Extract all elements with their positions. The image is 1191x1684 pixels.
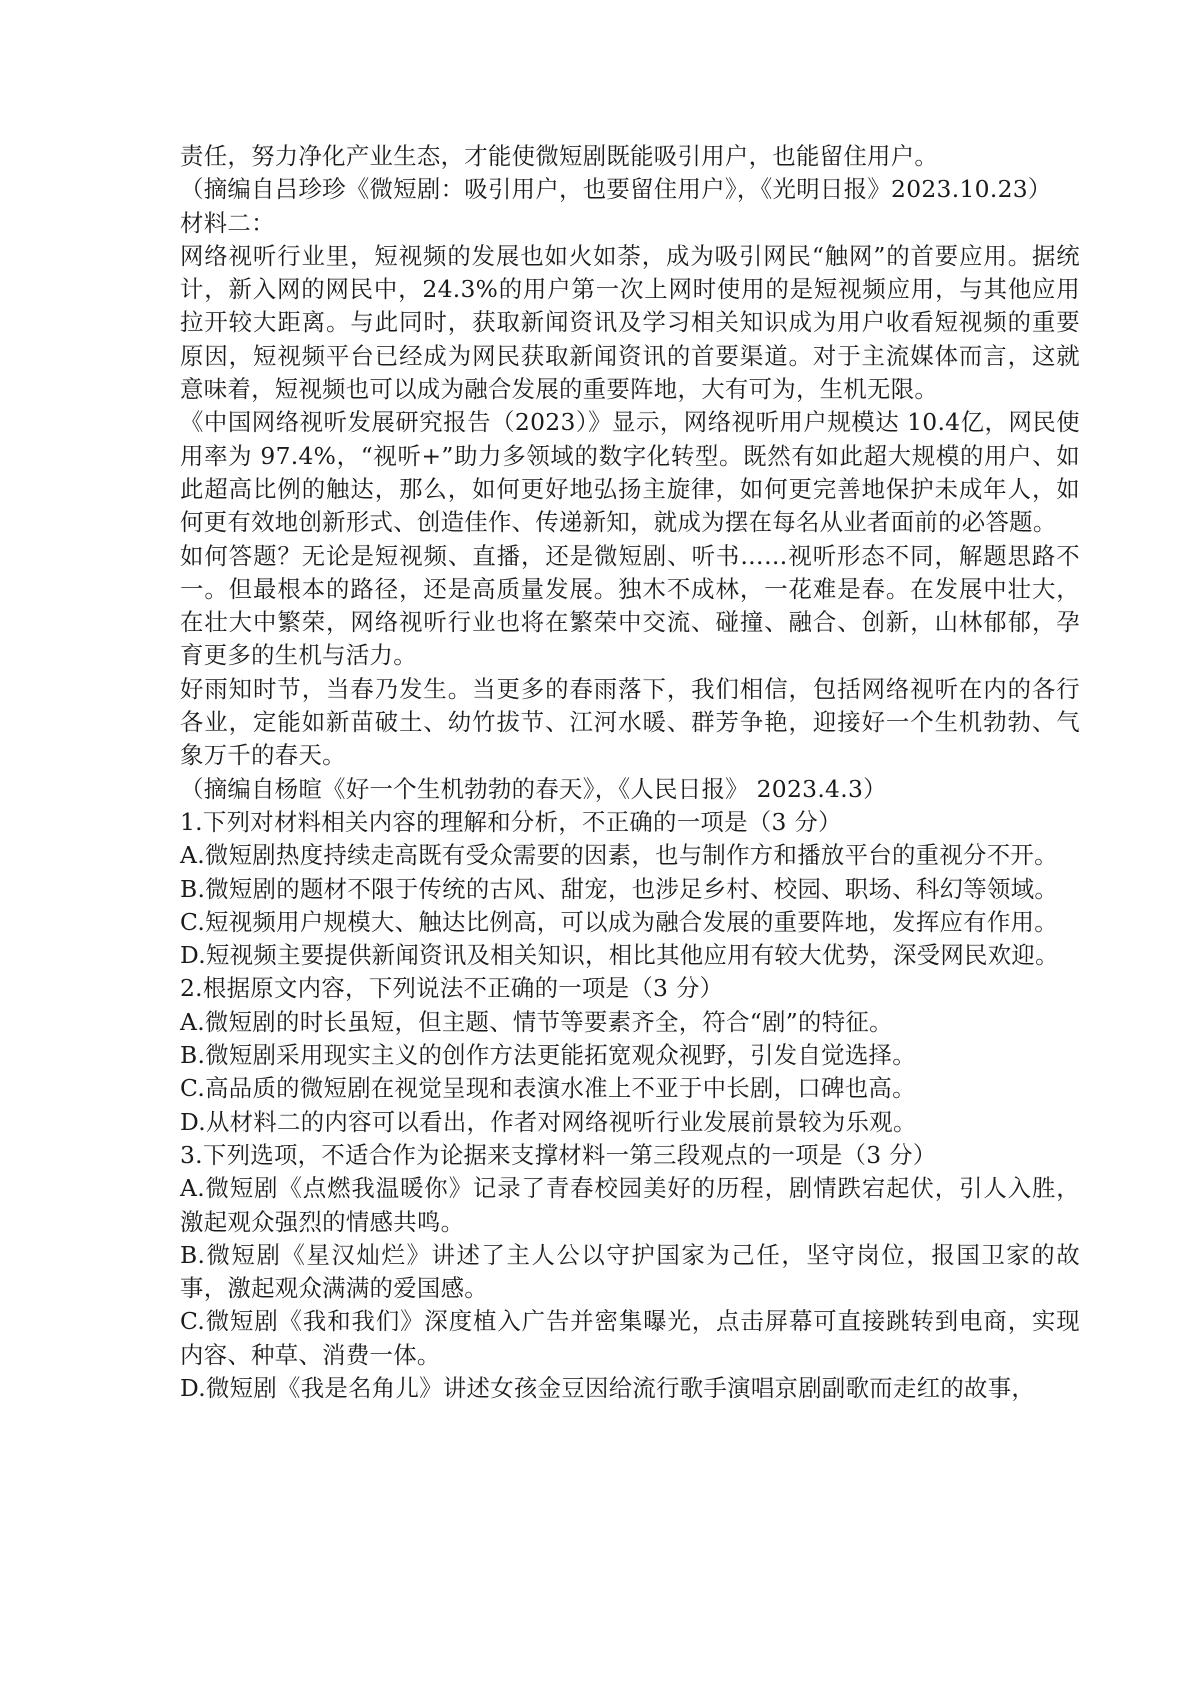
question-3-option-c: C.微短剧《我和我们》深度植入广告并密集曝光，点击屏幕可直接跳转到电商，实现内容、种草、消费一体。 bbox=[180, 1307, 1080, 1369]
question-3-option-d: D.微短剧《我是名角儿》讲述女孩金豆因给流行歌手演唱京剧副歌而走红的故事， bbox=[180, 1373, 1036, 1402]
paragraph-how-to-answer: 如何答题？无论是短视频、直播，还是微短剧、听书……视听形态不同，解题思路不一。但最根本的路径，还是高质量发展。独木不成林，一花难是春。在发展中壮大，在壮大中繁荣，网络视听行业也将在繁荣中交流、碰撞、融合、创新，山林郁郁，孕育更多的生机与活力。 bbox=[180, 541, 1080, 670]
question-3-option-a: A.微短剧《点燃我温暖你》记录了青春校园美好的历程，剧情跌宕起伏，引人入胜，激起观众强烈的情感共鸣。 bbox=[180, 1174, 1080, 1236]
question-1-option-c: C.短视频用户规模大、触达比例高，可以成为融合发展的重要阵地，发挥应有作用。 bbox=[180, 907, 1058, 936]
question-3: 3.下列选项，不适合作为论据来支撑材料一第三段观点的一项是（3 分） bbox=[180, 1140, 937, 1169]
question-1-option-d: D.短视频主要提供新闻资讯及相关知识，相比其他应用有较大优势，深受网民欢迎。 bbox=[180, 941, 1059, 970]
document-page bbox=[180, 140, 1080, 1405]
question-2: 2.根据原文内容，下列说法不正确的一项是（3 分） bbox=[180, 974, 724, 1003]
paragraph-spring-rain: 好雨知时节，当春乃发生。当更多的春雨落下，我们相信，包括网络视听在内的各行各业，定能如新苗破土、幼竹拔节、江河水暖、群芳争艳，迎接好一个生机勃勃、气象万千的春天。 bbox=[180, 674, 1080, 770]
question-2-option-d: D.从材料二的内容可以看出，作者对网络视听行业发展前景较为乐观。 bbox=[180, 1107, 917, 1136]
question-1-option-a: A.微短剧热度持续走高既有受众需要的因素，也与制作方和播放平台的重视分不开。 bbox=[180, 841, 1058, 870]
source-citation-one: （摘编自吕珍珍《微短剧：吸引用户，也要留住用户》，《光明日报》2023.10.23） bbox=[180, 175, 1052, 204]
question-1: 1.下列对材料相关内容的理解和分析，不正确的一项是（3 分） bbox=[180, 807, 842, 836]
section-heading-material-two: 材料二： bbox=[180, 208, 275, 237]
question-1-option-b: B.微短剧的题材不限于传统的古风、甜宠，也涉足乡村、校园、职场、科幻等领域。 bbox=[180, 874, 1059, 903]
paragraph-end-material-one: 责任，努力净化产业生态，才能使微短剧既能吸引用户，也能留住用户。 bbox=[180, 142, 939, 170]
source-citation-two: （摘编自杨暄《好一个生机勃勃的春天》，《人民日报》 2023.4.3） bbox=[180, 774, 887, 803]
question-2-option-a: A.微短剧的时长虽短，但主题、情节等要素齐全，符合“剧”的特征。 bbox=[180, 1007, 893, 1036]
paragraph-report: 《中国网络视听发展研究报告（2023）》显示，网络视听用户规模达 10.4亿，网民使用率为 97.4%，“视听+”助力多领域的数字化转型。既然有如此超大规模的用户、如此超高比例的触达，那么，如何更好地弘扬主旋律，如何更完善地保护未成年人，如何更有效地创新形式、创造佳作、传递新知，就成为摆在每名从业者面前的必答题。 bbox=[180, 408, 1080, 537]
question-2-option-c: C.高品质的微短剧在视觉呈现和表演水准上不亚于中长剧，口碑也高。 bbox=[180, 1074, 916, 1103]
question-3-option-b: B.微短剧《星汉灿烂》讲述了主人公以守护国家为己任，坚守岗位，报国卫家的故事，激起观众满满的爱国感。 bbox=[180, 1240, 1080, 1303]
question-2-option-b: B.微短剧采用现实主义的创作方法更能拓宽观众视野，引发自觉选择。 bbox=[180, 1041, 916, 1070]
paragraph-short-video: 网络视听行业里，短视频的发展也如火如荼，成为吸引网民“触网”的首要应用。据统计，新入网的网民中，24.3%的用户第一次上网时使用的是短视频应用，与其他应用拉开较大距离。与此同时，获取新闻资讯及学习相关知识成为用户收看短视频的重要原因，短视频平台已经成为网民获取新闻资讯的首要渠道。对于主流媒体而言，这就意味着，短视频也可以成为融合发展的重要阵地，大有可为，生机无限。 bbox=[180, 241, 1080, 404]
